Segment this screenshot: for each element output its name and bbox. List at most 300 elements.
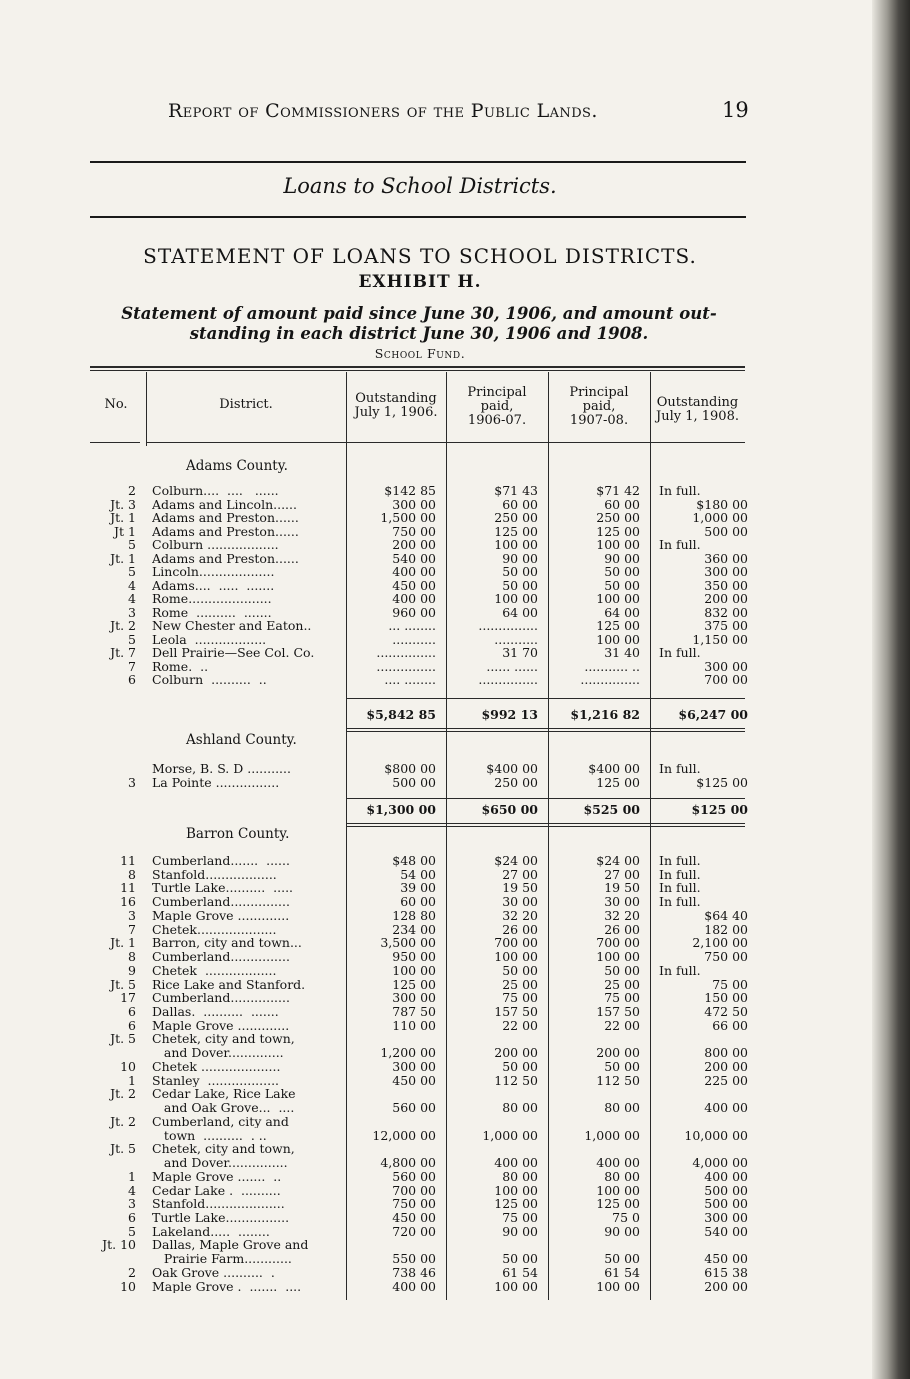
row-outstanding-1908: 75 00 <box>712 976 748 992</box>
row-number: 17 <box>120 990 136 1006</box>
row-outstanding-1908: 2,100 00 <box>692 935 748 951</box>
row-paid-1906-07: 30 00 <box>502 894 538 910</box>
row-outstanding-1908: 700 00 <box>704 672 748 687</box>
row-paid-1906-07: 90 00 <box>502 1223 538 1239</box>
row-outstanding-1906: 450 00 <box>392 1209 436 1225</box>
row-paid-1907-08: 125 00 <box>596 523 640 539</box>
row-number: 11 <box>120 880 136 896</box>
row-paid-1907-08: ............... <box>580 672 640 687</box>
row-outstanding-1906: 3,500 00 <box>380 935 436 951</box>
row-number: 9 <box>128 962 136 978</box>
row-number: Jt. 1 <box>110 510 136 525</box>
row-paid-1906-07: 60 00 <box>502 496 538 512</box>
row-outstanding-1908: 300 00 <box>704 564 748 579</box>
row-district: Maple Grove ............. <box>152 908 290 923</box>
row-paid-1907-08: 90 00 <box>604 550 640 566</box>
row-district: New Chester and Eaton.. <box>152 619 312 633</box>
row-paid-1907-08: 19 50 <box>604 880 640 896</box>
header-bottom-rule <box>90 442 140 443</box>
row-outstanding-1908: In full. <box>659 880 701 896</box>
row-number: 1 <box>128 1072 136 1088</box>
row-outstanding-1908: 832 00 <box>704 604 748 620</box>
row-paid-1906-07: $400 00 <box>486 761 538 776</box>
row-paid-1907-08: 61 54 <box>604 1264 640 1280</box>
row-paid-1906-07: 100 00 <box>494 1182 538 1198</box>
row-outstanding-1908: 400 00 <box>704 1100 748 1116</box>
row-outstanding-1908: 225 00 <box>704 1072 748 1088</box>
row-outstanding-1906: 300 00 <box>392 990 436 1006</box>
row-number: 5 <box>128 1223 136 1239</box>
row-number: 2 <box>128 483 136 498</box>
row-number: 11 <box>120 853 136 868</box>
row-paid-1906-07: 64 00 <box>502 604 538 620</box>
row-outstanding-1906: 787 50 <box>392 1004 436 1020</box>
row-outstanding-1908: 472 50 <box>704 1004 748 1020</box>
row-outstanding-1906: 560 00 <box>392 1100 436 1116</box>
row-outstanding-1906: 400 00 <box>392 591 436 606</box>
row-paid-1907-08: 26 00 <box>604 921 640 937</box>
row-district: Stanley .................. <box>152 1073 280 1088</box>
adams-total-rule-2 <box>346 728 745 729</box>
row-district: Leola .................. <box>152 632 267 646</box>
row-paid-1907-08: ........... .. <box>584 658 640 674</box>
row-paid-1907-08: 250 00 <box>596 510 640 525</box>
row-paid-1907-08: 50 00 <box>604 962 640 978</box>
ashland-total-rule <box>346 798 745 799</box>
row-number: 5 <box>128 564 136 579</box>
row-paid-1907-08: 22 00 <box>604 1017 640 1033</box>
col-header-out1906: Outstanding July 1, 1906. <box>354 391 438 420</box>
col-header-no: No. <box>104 397 128 412</box>
row-paid-1907-08: 125 00 <box>596 1196 640 1212</box>
section-title: Loans to School Districts. <box>283 174 557 198</box>
row-outstanding-1906: ... ........ <box>388 618 436 633</box>
row-district: Turtle Lake................ <box>152 1210 290 1225</box>
row-outstanding-1906: 200 00 <box>392 537 436 552</box>
row-paid-1907-08: 64 00 <box>604 604 640 620</box>
top-rule <box>90 161 746 163</box>
row-number: 4 <box>128 577 136 593</box>
row-district: Oak Grove .......... . <box>152 1265 275 1280</box>
table-top-rule-thin <box>90 370 745 371</box>
row-district: Turtle Lake.......... ..... <box>152 881 294 895</box>
row-outstanding-1906: 1,500 00 <box>380 510 436 525</box>
row-outstanding-1908: 200 00 <box>704 1058 748 1074</box>
row-outstanding-1906: 700 00 <box>392 1182 436 1198</box>
row-number: 4 <box>128 1182 136 1198</box>
loans-table: No. District. Outstanding July 1, 1906. Principal paid, 1906-07. Principal paid, 1907-08. Outstanding July 1, 1908. Adams County. 2 Colburn.... .... ...... $142 85 $71 43 $71 42 In full. Jt. 3 Adams and Lincoln...... 300 00 60 00 60 00 $180 00 Jt. 1 Adams and Preston...... 1,500 00 250 00 250 00 1,000 00 Jt 1 Adams and Preston...... 750 00 125 00 125 00 500 00 5 Colburn .................. 200 00 100 00 100 00 In full. Jt. 1 Adams and Preston...... 540 00 90 00 90 00 360 00 5 Lincoln................... 400 00 50 00 50 00 300 00 4 Adams.... ..... ....... 450 00 50 00 50 00 350 00 4 Rome..................... 400 00 100 00 100 00 200 00 3 Rome .......... ....... 960 00 64 00 64 00 832 00 Jt. 2 New Chester and Eaton.. ... ........ ............... 125 00 375 00 5 Leola .................. ........... ........... 100 00 1,150 00 Jt. 7 Dell Prairie—See Col. Co. ............... 31 70 31 40 In full. 7 Rome. .. ............... ...... ...... ........... .. 300 00 6 Colburn .......... .. .... ........ ............... ............... 700 00 $5,842 85 $992 13 $1,216 82 $6,247 00 Ashland County. Morse, B. S. D ........... $800 00 $400 00 $400 00 In full. 3 La Pointe ................ 500 00 250 00 125 00 $125 00 $1,300 00 $650 00 $525 00 $125 00 Barron County. 11 Cumberland....... ...... $48 00 $24 00 $24 00 In full. 8 Stanfold.................. 54 00 27 00 27 00 In full. 11 Turtle Lake.......... ..... 39 00 19 50 19 50 In full. 16 Cumberland............... 60 00 30 00 30 00 In full. 3 Maple Grove ............. 128 80 32 20 32 20 $64 40 7 Chetek.................... 234 00 26 00 26 00 182 00 Jt. 1 Barron, city and town... 3,500 00 700 00 700 00 2,100 00 8 Cumberland............... 950 00 100 00 100 00 750 00 9 Chetek .................. 100 00 50 00 50 00 In full. Jt. 5 Rice Lake and Stanford. 125 00 25 00 25 00 75 00 17 Cumberland............... 300 00 75 00 75 00 150 00 6 Dallas. .......... ....... 787 50 157 50 157 50 472 50 6 Maple Grove ............. 110 00 22 00 22 00 66 00 Jt. 5 Chetek, city and town, and Dover.............. 1,200 00 200 00 200 00 800 00 10 Chetek .................... 300 00 50 00 50 00 200 00 1 Stanley .................. 450 00 112 50 112 50 225 00 Jt. 2 Cedar Lake, Rice Lake and Oak Grove... .... 560 00 80 00 80 00 400 00 Jt. 2 Cumberland, city and town .......... . .. 12,000 00 1,000 00 1,000 00 10,000 00 Jt. 5 Chetek, city and town, and Dover............... 4,800 00 400 00 400 00 4,000 00 1 Maple Grove ....... .. 560 00 80 00 80 00 400 00 4 Cedar Lake . .......... 700 00 100 00 100 00 500 00 3 Stanfold.................... 750 00 125 00 125 00 500 00 6 Turtle Lake................ 450 00 75 00 75 0 300 00 5 Lakeland..... ........ 720 00 90 00 90 00 540 00 Jt. 10 Dallas, Maple Grove and Prairie Farm............ 550 00 50 00 50 00 450 00 2 Oak Grove .......... . 738 46 61 54 61 54 615 38 10 Maple Grove . ....... .... 400 00 100 00 100 00 200 00 <box>90 366 745 1306</box>
row-district: Chetek .................. <box>152 963 277 978</box>
row-outstanding-1906: 450 00 <box>392 1072 436 1088</box>
col-divider-district <box>346 372 347 1300</box>
row-paid-1907-08: 400 00 <box>596 1155 640 1171</box>
statement-description <box>86 304 752 344</box>
row-district: Cedar Lake . .......... <box>152 1183 281 1198</box>
row-outstanding-1908: 66 00 <box>712 1017 748 1033</box>
row-outstanding-1906: 12,000 00 <box>372 1127 436 1143</box>
row-district: and Dover............... <box>152 1156 288 1170</box>
row-outstanding-1908: In full. <box>659 483 701 498</box>
row-district: La Pointe ................ <box>152 775 280 789</box>
second-rule <box>90 216 746 218</box>
row-paid-1906-07: 112 50 <box>494 1072 538 1088</box>
row-paid-1907-08: 100 00 <box>596 1182 640 1198</box>
row-paid-1906-07: $24 00 <box>494 853 538 868</box>
row-outstanding-1906: 750 00 <box>392 523 436 539</box>
row-outstanding-1906: 738 46 <box>392 1264 436 1280</box>
row-number: Jt. 1 <box>110 550 136 566</box>
row-paid-1906-07: 50 00 <box>502 1251 538 1267</box>
row-district: Barron, city and town... <box>152 936 302 950</box>
row-number: 7 <box>128 921 136 937</box>
row-paid-1907-08: 80 00 <box>604 1100 640 1116</box>
row-paid-1906-07: ........... <box>494 631 538 647</box>
row-outstanding-1906: ........... <box>392 631 436 647</box>
row-outstanding-1906: 60 00 <box>400 894 436 910</box>
row-outstanding-1908: 1,000 00 <box>692 510 748 525</box>
row-number: Jt. 3 <box>110 496 136 512</box>
row-number: Jt. 7 <box>110 645 136 660</box>
row-outstanding-1906: 500 00 <box>392 774 436 790</box>
row-district: Chetek .................... <box>152 1059 281 1074</box>
col-header-out1908: Outstanding July 1, 1908. <box>656 395 739 424</box>
row-outstanding-1908: 1,150 00 <box>692 631 748 647</box>
row-outstanding-1908: $180 00 <box>696 496 748 512</box>
row-number: Jt. 2 <box>110 618 136 633</box>
row-district: Prairie Farm............ <box>152 1252 292 1266</box>
row-outstanding-1908: 375 00 <box>704 618 748 633</box>
row-number: 1 <box>128 1168 136 1184</box>
row-district: Adams and Lincoln...... <box>152 497 297 511</box>
statement-line-1: Statement of amount paid since June 30, 1906, and amount out- <box>121 304 717 323</box>
row-number: 6 <box>128 1209 136 1225</box>
row-district: Rome .......... ....... <box>152 605 272 619</box>
row-outstanding-1906: 39 00 <box>400 880 436 896</box>
row-number: Jt. 1 <box>110 935 136 951</box>
row-outstanding-1906: ............... <box>376 658 436 674</box>
row-outstanding-1906: $48 00 <box>392 853 436 868</box>
row-outstanding-1908: 350 00 <box>704 577 748 593</box>
row-paid-1906-07: 125 00 <box>494 523 538 539</box>
row-district: Cumberland............... <box>152 991 290 1005</box>
row-district: and Oak Grove... .... <box>152 1101 295 1115</box>
row-number: 7 <box>128 658 136 674</box>
row-paid-1907-08: 50 00 <box>604 1251 640 1267</box>
row-number: 3 <box>128 1196 136 1212</box>
row-number: Jt. 5 <box>110 976 136 992</box>
row-paid-1906-07: 250 00 <box>494 510 538 525</box>
page-edge <box>872 0 910 1379</box>
row-outstanding-1908: 300 00 <box>704 1209 748 1225</box>
row-paid-1906-07: 80 00 <box>502 1100 538 1116</box>
row-district: Maple Grove ....... .. <box>152 1169 282 1184</box>
row-paid-1906-07: 125 00 <box>494 1196 538 1212</box>
row-number: Jt. 10 <box>102 1237 136 1253</box>
row-district: Adams.... ..... ....... <box>152 578 275 592</box>
row-paid-1906-07: 50 00 <box>502 1058 538 1074</box>
row-number: 6 <box>128 1017 136 1033</box>
row-paid-1907-08: $24 00 <box>596 853 640 868</box>
row-number: 3 <box>128 774 136 790</box>
row-outstanding-1906: .... ........ <box>384 672 436 687</box>
row-outstanding-1908: 540 00 <box>704 1223 748 1239</box>
row-district: Cedar Lake, Rice Lake <box>152 1087 296 1101</box>
row-outstanding-1908: 750 00 <box>704 949 748 965</box>
row-paid-1906-07: 200 00 <box>494 1045 538 1061</box>
row-paid-1907-08: 25 00 <box>604 976 640 992</box>
row-paid-1907-08: 32 20 <box>604 907 640 923</box>
row-paid-1907-08: 50 00 <box>604 1058 640 1074</box>
row-paid-1906-07: 61 54 <box>502 1264 538 1280</box>
row-paid-1906-07: 90 00 <box>502 550 538 566</box>
table-top-rule <box>90 366 745 368</box>
row-outstanding-1908: 500 00 <box>704 1182 748 1198</box>
exhibit-label: EXHIBIT H. <box>358 272 482 292</box>
row-outstanding-1906: $142 85 <box>384 483 436 498</box>
col-header-paid0708: Principal paid, 1907-08. <box>569 385 629 428</box>
row-outstanding-1908: 400 00 <box>704 1168 748 1184</box>
row-district: Chetek, city and town, <box>152 1142 295 1156</box>
row-paid-1907-08: 75 0 <box>612 1209 640 1225</box>
row-paid-1906-07: 100 00 <box>494 949 538 965</box>
row-paid-1907-08: 700 00 <box>596 935 640 951</box>
row-paid-1907-08: 75 00 <box>604 990 640 1006</box>
row-outstanding-1908: 615 38 <box>704 1264 748 1280</box>
statement-line-2: standing in each district June 30, 1906 and 1908. <box>189 324 649 343</box>
row-paid-1907-08: 100 00 <box>596 537 640 552</box>
col-divider-out1906 <box>446 372 447 1300</box>
row-paid-1907-08: 100 00 <box>596 949 640 965</box>
row-paid-1906-07: 400 00 <box>494 1155 538 1171</box>
row-district: Colburn.... .... ...... <box>152 484 279 498</box>
ashland-total-rule-2 <box>346 823 745 824</box>
row-paid-1906-07: 1,000 00 <box>482 1127 538 1143</box>
row-district: Adams and Preston...... <box>152 551 299 565</box>
row-outstanding-1908: 200 00 <box>704 591 748 606</box>
row-paid-1906-07: 27 00 <box>502 866 538 882</box>
adams-total-rule <box>346 698 745 699</box>
col-header-paid0607: Principal paid, 1906-07. <box>467 385 527 428</box>
row-district: Rome. .. <box>152 659 209 673</box>
row-outstanding-1906: 950 00 <box>392 949 436 965</box>
row-district: Stanfold.................. <box>152 867 277 882</box>
row-outstanding-1908: 10,000 00 <box>684 1127 748 1143</box>
row-paid-1906-07: 25 00 <box>502 976 538 992</box>
row-district: Cumberland....... ...... <box>152 854 290 868</box>
row-outstanding-1908: 450 00 <box>704 1251 748 1267</box>
row-district: Maple Grove . ....... .... <box>152 1279 302 1294</box>
row-outstanding-1908: 182 00 <box>704 921 748 937</box>
row-district: Dell Prairie—See Col. Co. <box>152 646 315 660</box>
page-number: 19 <box>722 98 749 122</box>
row-outstanding-1906: 400 00 <box>392 1278 436 1294</box>
row-district: Rome..................... <box>152 592 272 606</box>
row-district: Dallas. .......... ....... <box>152 1005 279 1019</box>
row-number: Jt 1 <box>114 523 136 539</box>
row-paid-1907-08: 1,000 00 <box>584 1127 640 1143</box>
row-paid-1906-07: 50 00 <box>502 564 538 579</box>
row-number: 16 <box>120 894 136 910</box>
row-outstanding-1908: In full. <box>659 537 701 552</box>
row-outstanding-1908: $64 40 <box>704 907 748 923</box>
row-paid-1907-08: 80 00 <box>604 1168 640 1184</box>
row-district: Colburn .................. <box>152 538 279 552</box>
row-district: Dallas, Maple Grove and <box>152 1238 309 1252</box>
row-district: Adams and Preston...... <box>152 511 299 525</box>
row-district: Chetek, city and town, <box>152 1032 295 1046</box>
row-outstanding-1906: 1,200 00 <box>380 1045 436 1061</box>
row-number: 3 <box>128 907 136 923</box>
county-barron: Barron County. <box>186 826 290 842</box>
row-paid-1906-07: 31 70 <box>502 645 538 660</box>
county-ashland: Ashland County. <box>186 732 297 748</box>
row-outstanding-1908: 4,000 00 <box>692 1155 748 1171</box>
row-number: Jt. 2 <box>110 1113 136 1129</box>
row-paid-1907-08: 50 00 <box>604 577 640 593</box>
row-outstanding-1908: 500 00 <box>704 1196 748 1212</box>
row-paid-1906-07: 32 20 <box>502 907 538 923</box>
row-number: 3 <box>128 604 136 620</box>
row-outstanding-1906: 234 00 <box>392 921 436 937</box>
row-paid-1907-08: 50 00 <box>604 564 640 579</box>
row-number: 5 <box>128 537 136 552</box>
row-number: 8 <box>128 949 136 965</box>
row-paid-1907-08: 125 00 <box>596 774 640 790</box>
row-paid-1906-07: 100 00 <box>494 537 538 552</box>
row-paid-1906-07: 19 50 <box>502 880 538 896</box>
row-paid-1907-08: 90 00 <box>604 1223 640 1239</box>
row-paid-1906-07: $71 43 <box>494 483 538 498</box>
row-paid-1906-07: ...... ...... <box>486 658 538 674</box>
row-paid-1906-07: 26 00 <box>502 921 538 937</box>
row-district: Maple Grove ............. <box>152 1018 290 1033</box>
row-outstanding-1906: 300 00 <box>392 1058 436 1074</box>
ashland-total-rule-3 <box>346 826 745 827</box>
fund-label: School Fund. <box>374 346 466 361</box>
row-outstanding-1906: 720 00 <box>392 1223 436 1239</box>
row-outstanding-1908: 800 00 <box>704 1045 748 1061</box>
row-paid-1906-07: 50 00 <box>502 962 538 978</box>
row-paid-1906-07: 50 00 <box>502 577 538 593</box>
row-outstanding-1906: 125 00 <box>392 976 436 992</box>
row-number: 5 <box>128 631 136 647</box>
row-paid-1906-07: 75 00 <box>502 990 538 1006</box>
row-number: 10 <box>120 1058 136 1074</box>
row-paid-1907-08: 100 00 <box>596 631 640 647</box>
row-paid-1907-08: 157 50 <box>596 1004 640 1020</box>
row-outstanding-1906: 960 00 <box>392 604 436 620</box>
row-district: Lincoln................... <box>152 565 275 579</box>
row-paid-1907-08: 100 00 <box>596 1278 640 1294</box>
row-outstanding-1908: 300 00 <box>704 658 748 674</box>
row-district: town .......... . .. <box>152 1128 267 1143</box>
row-paid-1907-08: 31 40 <box>604 645 640 660</box>
running-header: Report of Commissioners of the Public Lands. <box>168 100 598 122</box>
row-paid-1907-08: $400 00 <box>588 761 640 776</box>
row-paid-1907-08: 100 00 <box>596 591 640 606</box>
row-outstanding-1906: 540 00 <box>392 550 436 566</box>
col-header-district: District. <box>219 397 273 412</box>
row-paid-1907-08: 27 00 <box>604 866 640 882</box>
row-paid-1907-08: 200 00 <box>596 1045 640 1061</box>
row-outstanding-1908: 500 00 <box>704 523 748 539</box>
row-number: Jt. 2 <box>110 1086 136 1102</box>
statement-title: STATEMENT OF LOANS TO SCHOOL DISTRICTS. <box>143 244 697 268</box>
row-district: Colburn .......... .. <box>152 673 267 687</box>
row-paid-1907-08: 112 50 <box>596 1072 640 1088</box>
row-outstanding-1906: 300 00 <box>392 496 436 512</box>
row-outstanding-1906: 550 00 <box>392 1251 436 1267</box>
row-number: Jt. 5 <box>110 1141 136 1157</box>
row-outstanding-1908: In full. <box>659 645 701 660</box>
row-number: Jt. 5 <box>110 1031 136 1047</box>
row-district: Adams and Preston...... <box>152 524 299 538</box>
row-district: and Dover.............. <box>152 1046 284 1060</box>
row-paid-1906-07: ............... <box>478 618 538 633</box>
row-outstanding-1908: In full. <box>659 853 701 868</box>
row-paid-1906-07: 700 00 <box>494 935 538 951</box>
row-district: Morse, B. S. D ........... <box>152 762 291 776</box>
row-paid-1907-08: 60 00 <box>604 496 640 512</box>
row-outstanding-1908: 150 00 <box>704 990 748 1006</box>
row-number: 10 <box>120 1278 136 1294</box>
row-district: Cumberland............... <box>152 895 290 909</box>
row-outstanding-1908: 200 00 <box>704 1278 748 1294</box>
row-district: Cumberland............... <box>152 950 290 964</box>
row-number: 6 <box>128 672 136 687</box>
row-outstanding-1908: In full. <box>659 761 701 776</box>
row-outstanding-1908: $125 00 <box>696 774 748 790</box>
row-outstanding-1906: 54 00 <box>400 866 436 882</box>
row-outstanding-1908: In full. <box>659 866 701 882</box>
row-outstanding-1906: 128 80 <box>392 907 436 923</box>
row-paid-1907-08: 30 00 <box>604 894 640 910</box>
row-outstanding-1906: 750 00 <box>392 1196 436 1212</box>
row-outstanding-1906: $800 00 <box>384 761 436 776</box>
row-outstanding-1908: In full. <box>659 894 701 910</box>
row-outstanding-1906: 400 00 <box>392 564 436 579</box>
col-divider-paid0607 <box>548 372 549 1300</box>
row-paid-1906-07: 75 00 <box>502 1209 538 1225</box>
row-paid-1907-08: 125 00 <box>596 618 640 633</box>
row-paid-1906-07: 100 00 <box>494 591 538 606</box>
row-outstanding-1906: 4,800 00 <box>380 1155 436 1171</box>
row-paid-1906-07: 157 50 <box>494 1004 538 1020</box>
row-paid-1907-08: $71 42 <box>596 483 640 498</box>
county-adams: Adams County. <box>186 458 288 474</box>
row-district: Chetek.................... <box>152 922 277 937</box>
row-number: 4 <box>128 591 136 606</box>
row-district: Rice Lake and Stanford. <box>152 977 306 992</box>
row-district: Stanfold.................... <box>152 1197 285 1211</box>
row-number: 6 <box>128 1004 136 1020</box>
row-outstanding-1906: 100 00 <box>392 962 436 978</box>
row-outstanding-1906: 560 00 <box>392 1168 436 1184</box>
row-paid-1906-07: 80 00 <box>502 1168 538 1184</box>
row-district: Cumberland, city and <box>152 1114 289 1129</box>
row-outstanding-1906: ............... <box>376 645 436 660</box>
col-divider-paid0708 <box>650 372 651 1300</box>
row-outstanding-1906: 110 00 <box>392 1017 436 1033</box>
row-paid-1906-07: 100 00 <box>494 1278 538 1294</box>
row-outstanding-1908: In full. <box>659 962 701 978</box>
row-outstanding-1906: 450 00 <box>392 577 436 593</box>
row-outstanding-1908: 360 00 <box>704 550 748 566</box>
adams-total-rule-3 <box>346 731 745 732</box>
row-number: 2 <box>128 1264 136 1280</box>
row-paid-1906-07: 22 00 <box>502 1017 538 1033</box>
row-number: 8 <box>128 866 136 882</box>
